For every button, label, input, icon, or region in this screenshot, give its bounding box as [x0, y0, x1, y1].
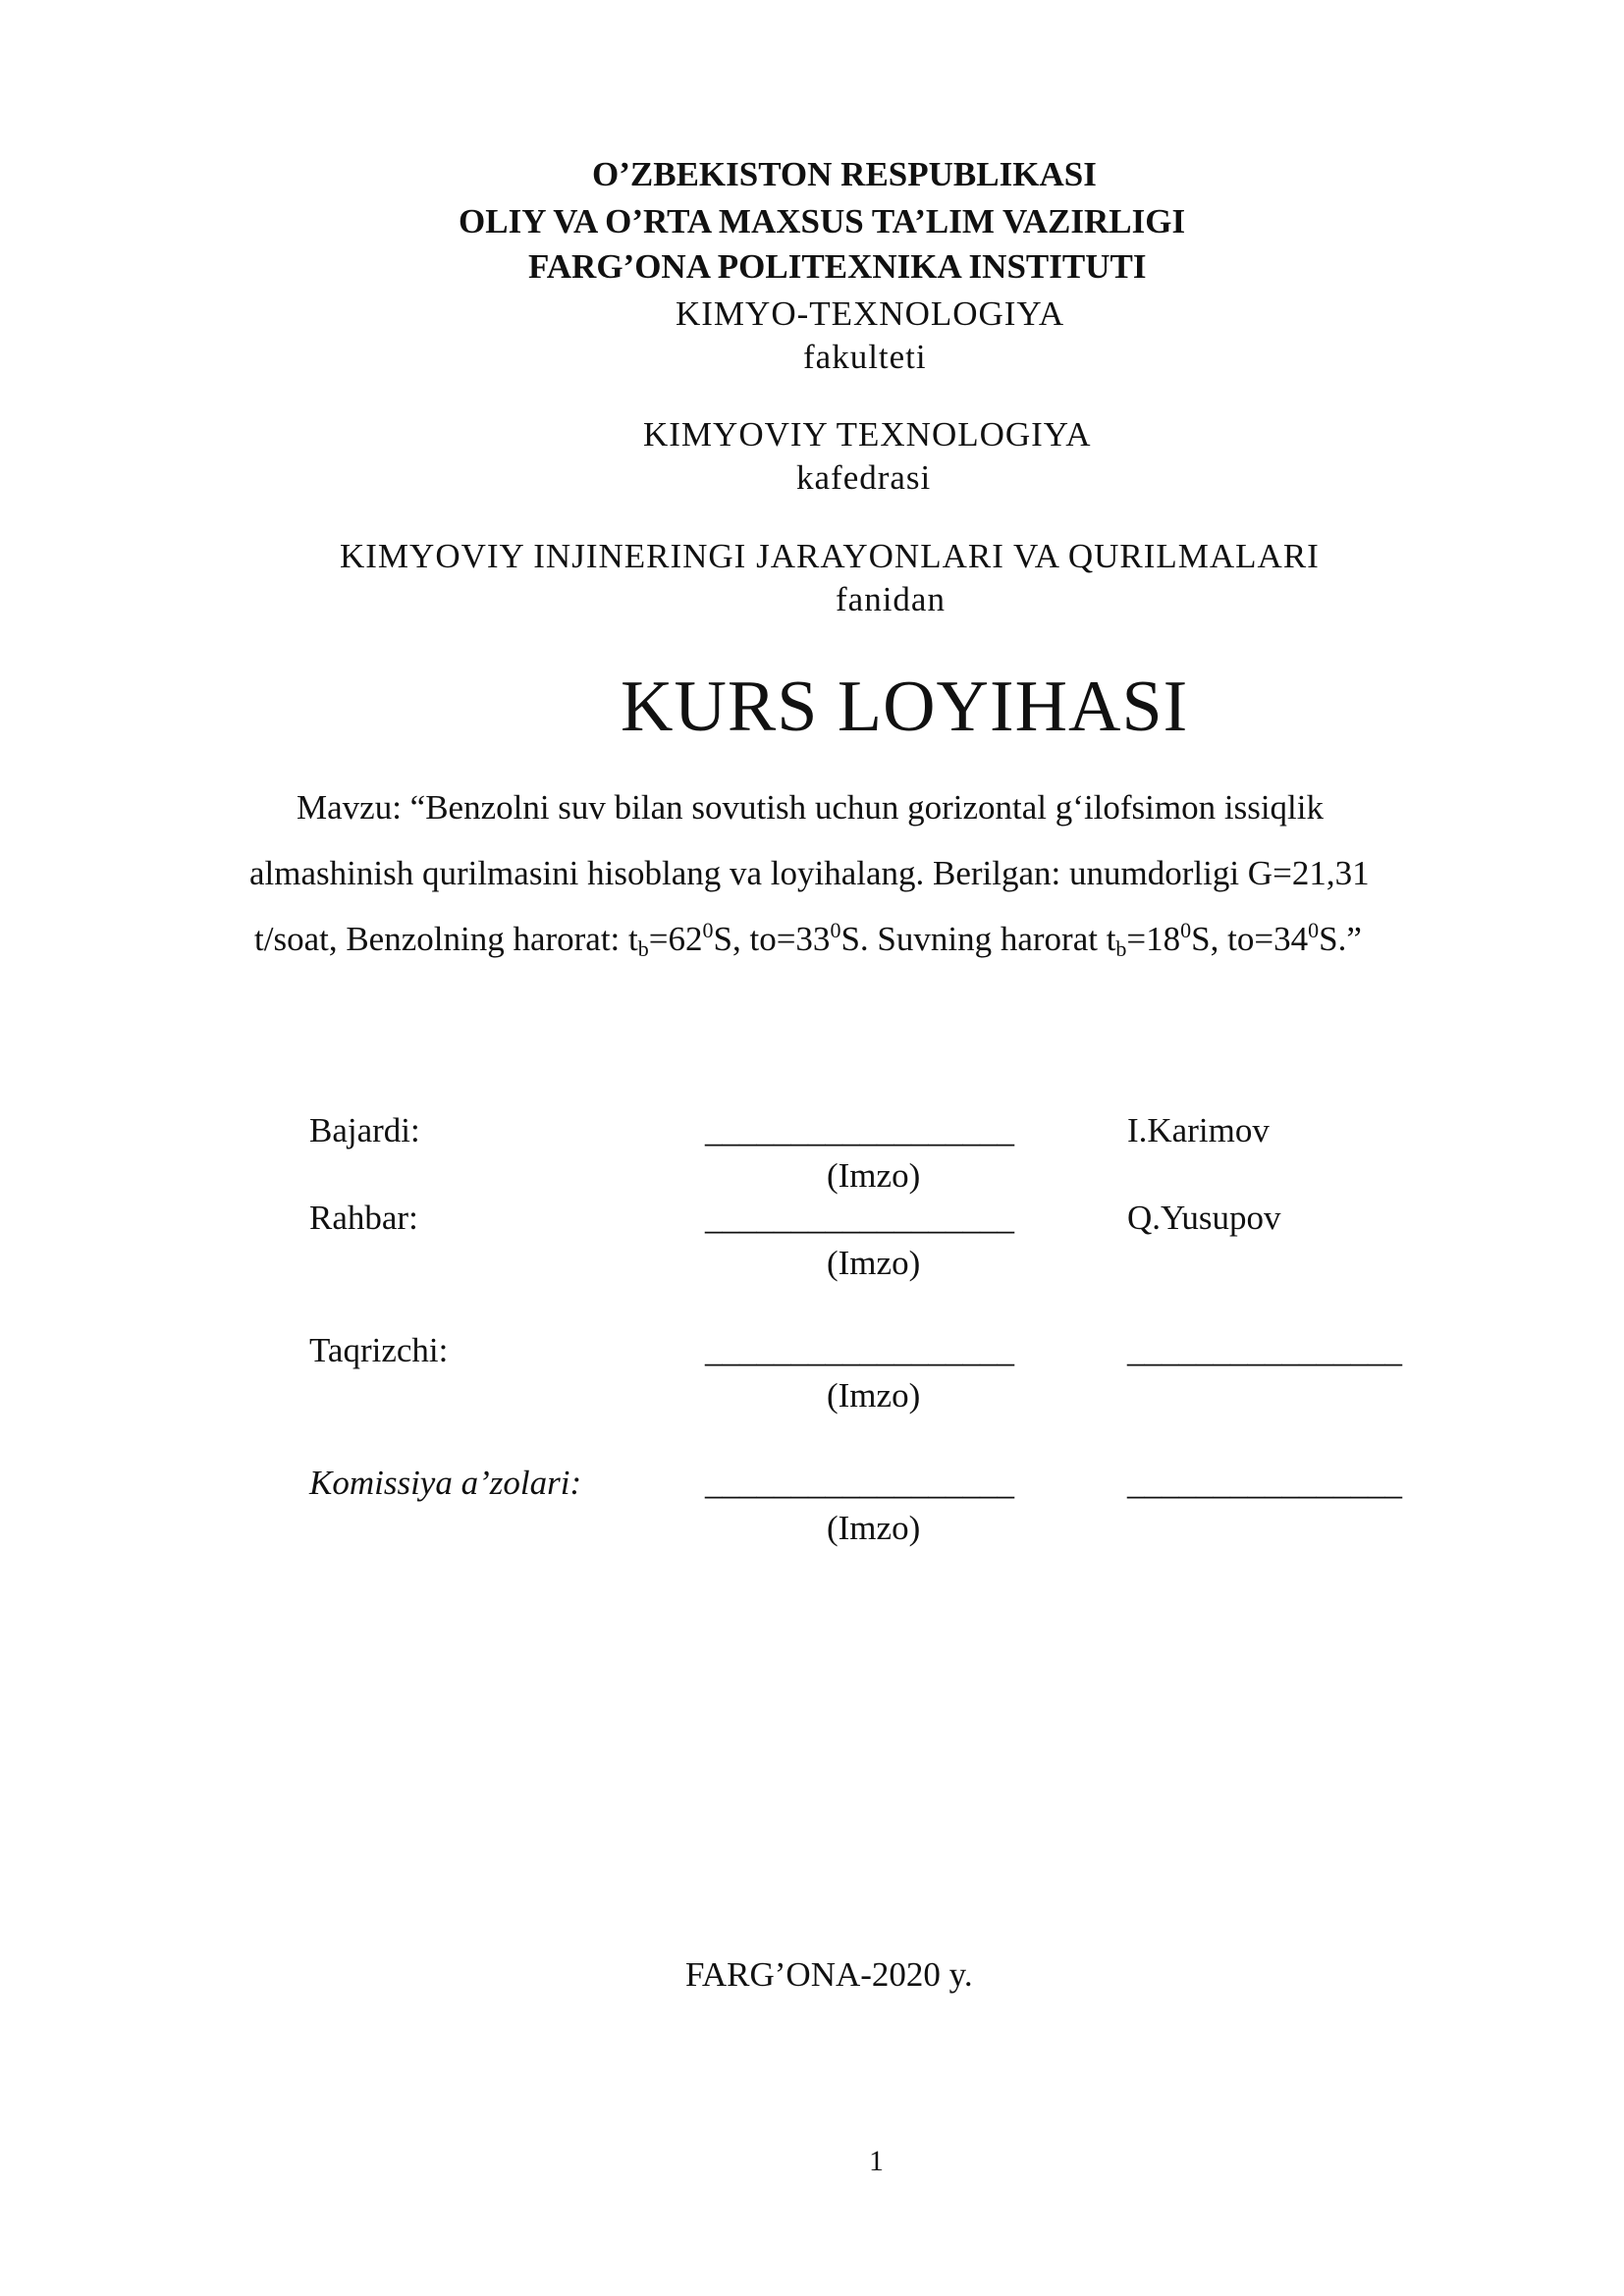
superscript: 0 — [1180, 918, 1192, 942]
topic-text: S, to=34 — [1191, 920, 1309, 958]
superscript: 0 — [702, 918, 714, 942]
topic-text: S.” — [1319, 920, 1362, 958]
signature-line: __________________ — [705, 1199, 1014, 1237]
signature-line: __________________ — [705, 1331, 1014, 1369]
subject-word: fanidan — [836, 580, 946, 618]
imzo-caption: (Imzo) — [827, 1376, 921, 1415]
signature-label-commission: Komissiya a’zolari: — [309, 1464, 582, 1502]
imzo-caption: (Imzo) — [827, 1156, 921, 1195]
name-line: ________________ — [1127, 1331, 1402, 1369]
page-number: 1 — [869, 2145, 884, 2177]
signature-name-supervisor: Q.Yusupov — [1127, 1199, 1281, 1237]
signature-label-supervisor: Rahbar: — [309, 1199, 418, 1237]
subscript: b — [1115, 936, 1127, 961]
topic-text: =18 — [1126, 920, 1181, 958]
subject-name: KIMYOVIY INJINERINGI JARAYONLARI VA QURILMALARI — [340, 537, 1320, 575]
imzo-caption: (Imzo) — [827, 1509, 921, 1547]
department-name: KIMYOVIY TEXNOLOGIYA — [643, 415, 1092, 454]
topic-line-1: Mavzu: “Benzolni suv bilan sovutish uchun gorizontal g‘ilofsimon issiqlik — [297, 788, 1325, 827]
topic-text: =62 — [648, 920, 703, 958]
signature-line: __________________ — [705, 1464, 1014, 1502]
republic-heading: O’ZBEKISTON RESPUBLIKASI — [592, 155, 1097, 193]
imzo-caption: (Imzo) — [827, 1244, 921, 1282]
topic-text: t/soat, Benzolning harorat: t — [254, 920, 638, 958]
superscript: 0 — [1308, 918, 1320, 942]
superscript: 0 — [830, 918, 841, 942]
signature-line: __________________ — [705, 1111, 1014, 1149]
faculty-name: KIMYO-TEXNOLOGIYA — [676, 294, 1065, 333]
signature-label-performer: Bajardi: — [309, 1111, 420, 1149]
department-word: kafedrasi — [796, 458, 932, 497]
subscript: b — [637, 936, 649, 961]
topic-line-2: almashinish qurilmasini hisoblang va loyihalang. Berilgan: unumdorligi G=21,31 — [249, 854, 1370, 892]
topic-text: S, to=33 — [713, 920, 831, 958]
name-line: ________________ — [1127, 1464, 1402, 1502]
faculty-word: fakulteti — [803, 338, 927, 376]
city-year: FARG’ONA-2020 y. — [685, 1955, 973, 1994]
topic-text: S. Suvning harorat t — [840, 920, 1116, 958]
signature-label-reviewer: Taqrizchi: — [309, 1331, 449, 1369]
signature-name-performer: I.Karimov — [1127, 1111, 1270, 1149]
ministry-heading: OLIY VA O’RTA MAXSUS TA’LIM VAZIRLIGI — [459, 202, 1186, 240]
institute-heading: FARG’ONA POLITEXNIKA INSTITUTI — [528, 247, 1147, 286]
topic-line-3 — [254, 918, 1362, 962]
document-title: KURS LOYIHASI — [621, 667, 1189, 747]
